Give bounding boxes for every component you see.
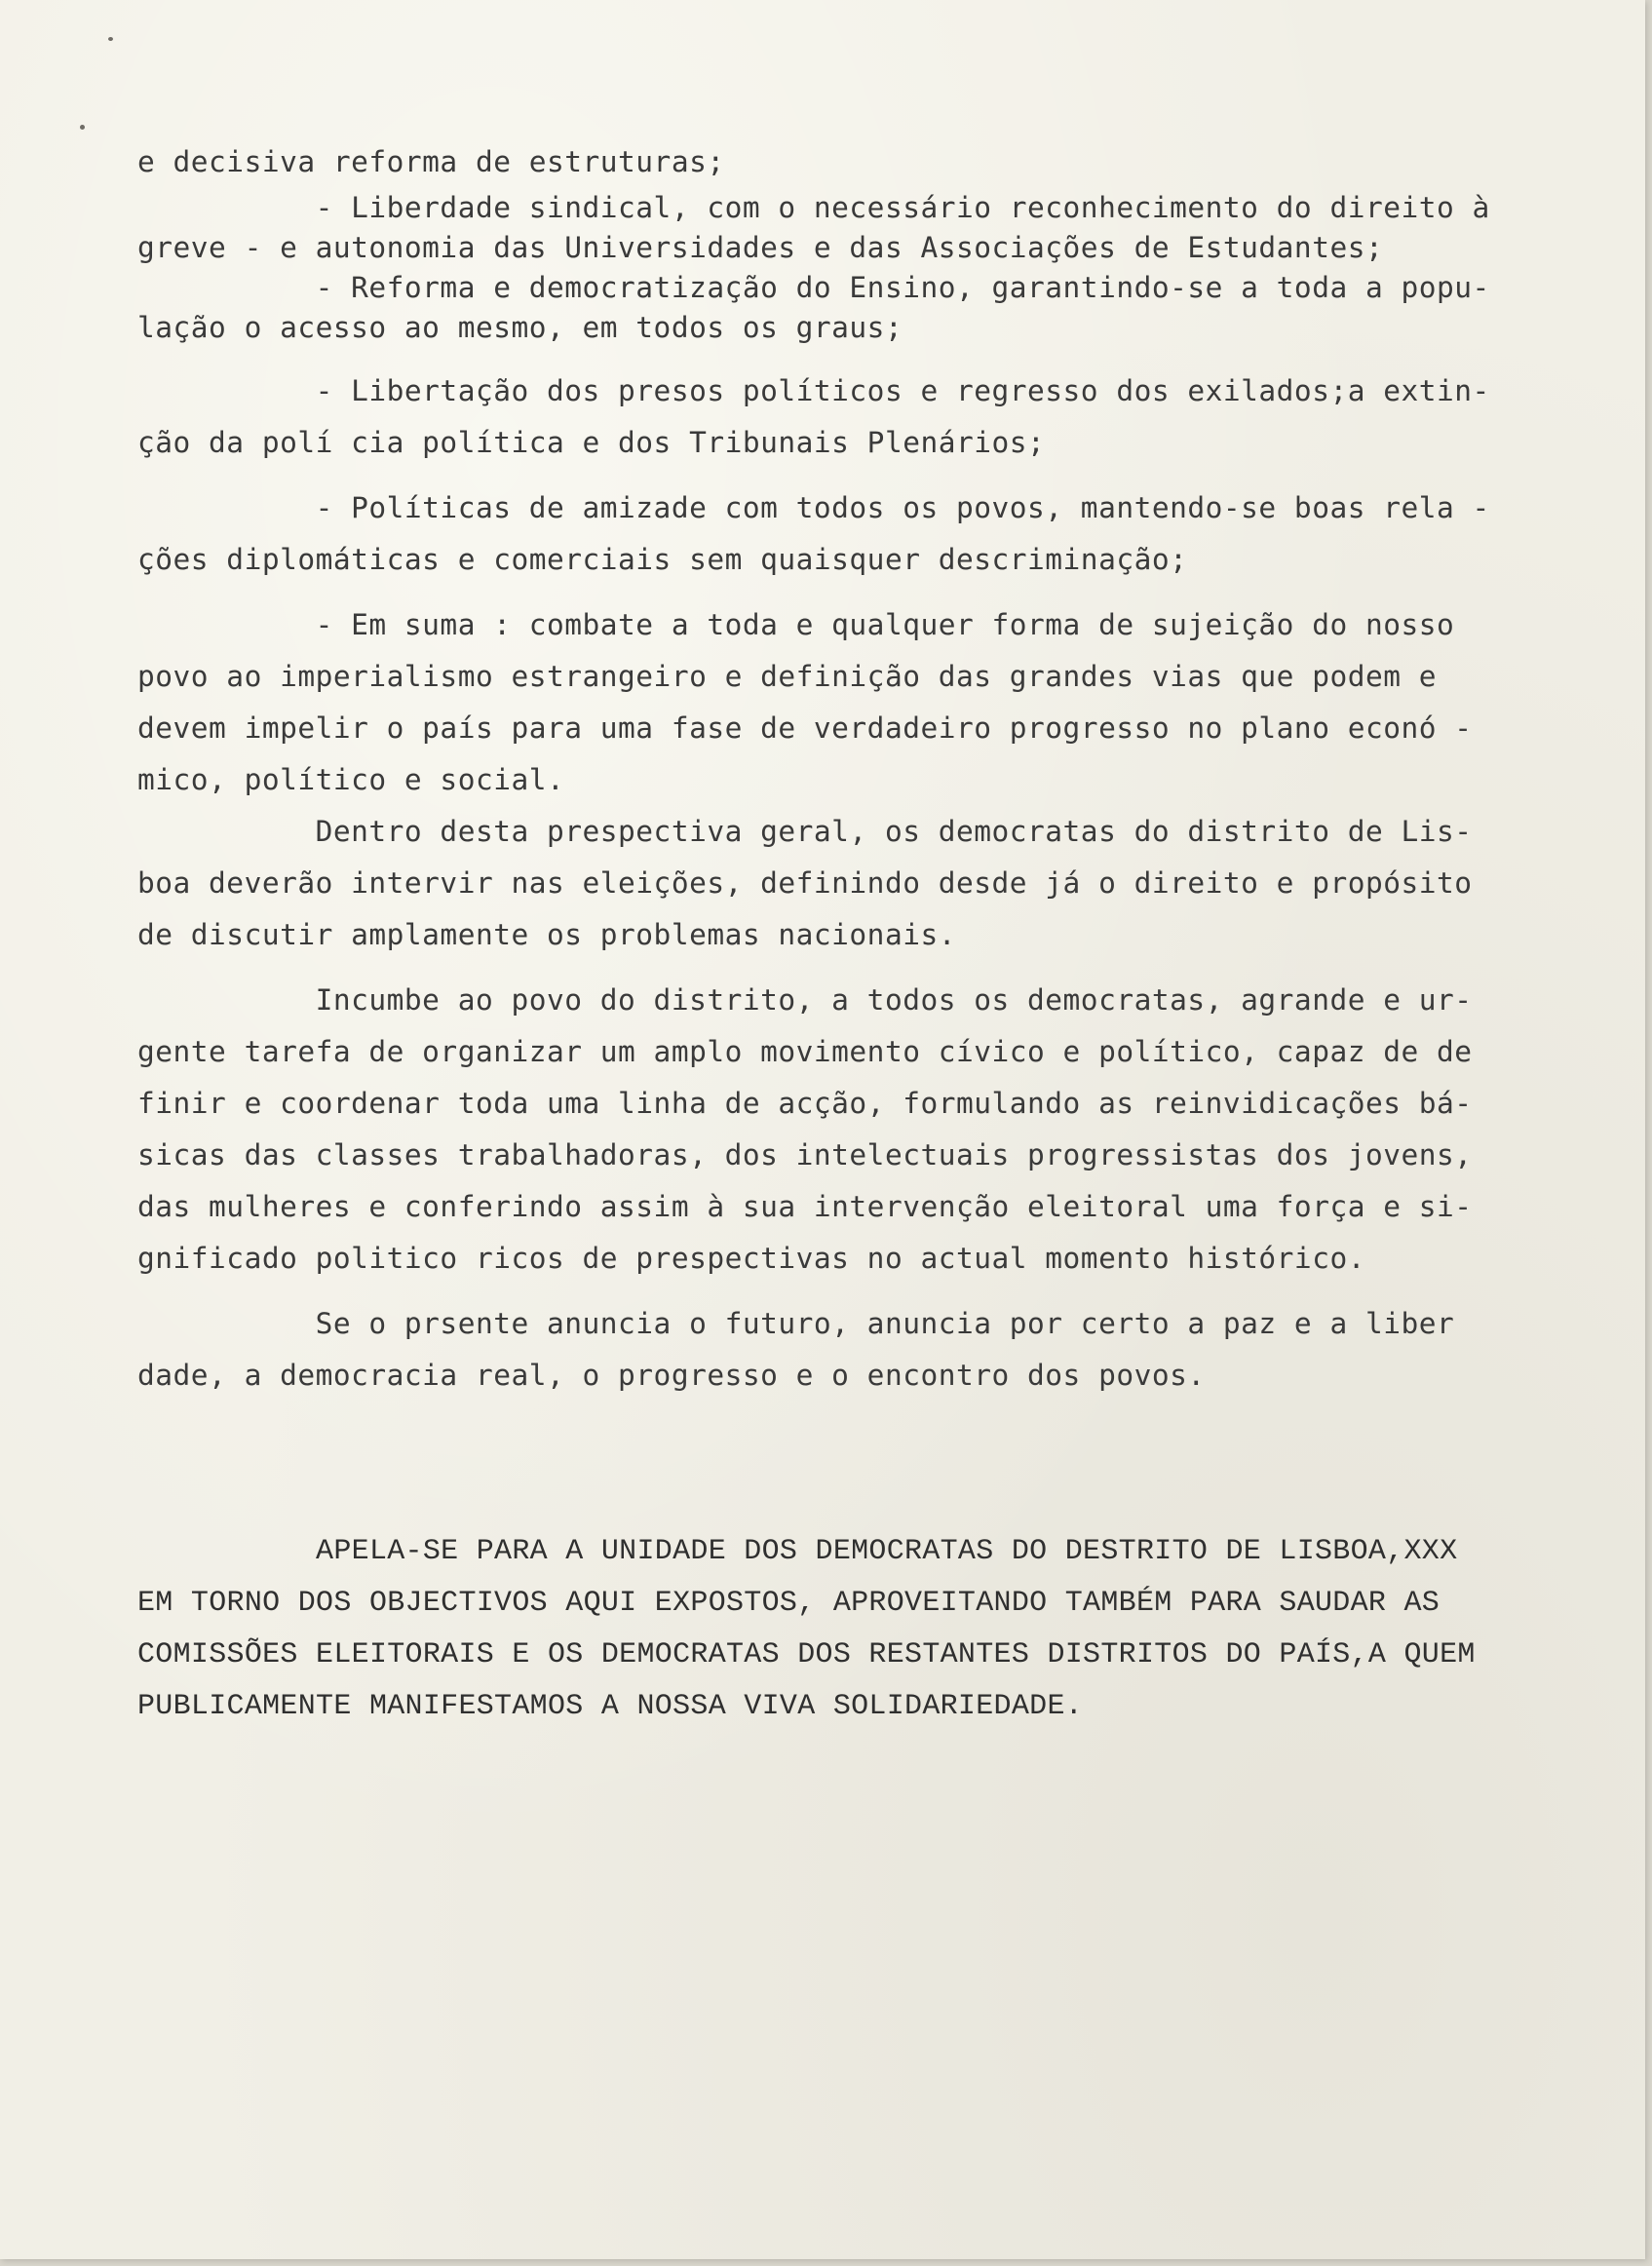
text-line: e decisiva reforma de estruturas; <box>137 145 725 178</box>
text-line: gnificado politico ricos de prespectivas no actual momento histórico. <box>137 1242 1365 1275</box>
text-line: - Em suma : combate a toda e qualquer forma de sujeição do nosso <box>137 608 1455 641</box>
text-line: povo ao imperialismo estrangeiro e definição das grandes vias que podem e <box>137 660 1438 693</box>
spacer <box>137 1464 1580 1526</box>
appeal-line: PUBLICAMENTE MANIFESTAMOS A NOSSA VIVA SOLIDARIEDADE. <box>137 1690 1084 1723</box>
paragraph-summary-and-perspective <box>137 599 1580 961</box>
text-line: gente tarefa de organizar um amplo movimento cívico e político, capaz de de <box>137 1035 1473 1068</box>
paragraph-political-prisoners <box>137 365 1580 469</box>
paragraph-reforms <box>137 136 1580 348</box>
spacer <box>137 1285 1580 1298</box>
text-line: das mulheres e conferindo assim à sua intervenção eleitoral uma força e si- <box>137 1190 1473 1223</box>
text-line: dade, a democracia real, o progresso e o encontro dos povos. <box>137 1359 1206 1392</box>
text-line: greve - e autonomia das Universidades e das Associações de Estudantes; <box>137 231 1384 264</box>
spacer <box>137 469 1580 482</box>
text-line: Incumbe ao povo do distrito, a todos os democratas, agrande e ur- <box>137 983 1473 1017</box>
text-line: Se o prsente anuncia o futuro, anuncia por certo a paz e a liber <box>137 1307 1455 1340</box>
appeal-line: APELA-SE PARA A UNIDADE DOS DEMOCRATAS DO DESTRITO DE LISBOA,XXX <box>137 1535 1458 1568</box>
ink-speck <box>80 125 85 130</box>
paragraph-foreign-policy <box>137 482 1580 586</box>
text-line: Dentro desta prespectiva geral, os democratas do distrito de Lis- <box>137 815 1473 848</box>
text-line: lação o acesso ao mesmo, em todos os graus; <box>137 311 903 344</box>
text-line: de discutir amplamente os problemas nacionais. <box>137 918 956 951</box>
text-line: - Libertação dos presos políticos e regresso dos exilados;a extin- <box>137 374 1490 407</box>
text-line: - Políticas de amizade com todos os povos, mantendo-se boas rela - <box>137 491 1490 524</box>
appeal-paragraph <box>137 1526 1580 1733</box>
appeal-line: EM TORNO DOS OBJECTIVOS AQUI EXPOSTOS, APROVEITANDO TAMBÉM PARA SAUDAR AS <box>137 1587 1441 1620</box>
text-line: mico, político e social. <box>137 763 565 796</box>
text-line: ção da polí cia política e dos Tribunais Plenários; <box>137 426 1046 459</box>
paragraph-civic-movement <box>137 975 1580 1285</box>
appeal-line: COMISSÕES ELEITORAIS E OS DEMOCRATAS DOS RESTANTES DISTRITOS DO PAÍS,A QUEM <box>137 1638 1476 1671</box>
text-line: - Liberdade sindical, com o necessário reconhecimento do direito à <box>137 191 1490 224</box>
paragraph-future <box>137 1298 1580 1402</box>
text-line: boa deverão intervir nas eleições, definindo desde já o direito e propósito <box>137 866 1473 900</box>
spacer <box>137 961 1580 975</box>
ink-speck <box>108 37 113 41</box>
text-line: ções diplomáticas e comerciais sem quaisquer descriminação; <box>137 543 1188 576</box>
spacer <box>137 348 1580 365</box>
text-line: devem impelir o país para uma fase de verdadeiro progresso no plano econó - <box>137 711 1473 745</box>
spacer <box>137 586 1580 599</box>
text-line: sicas das classes trabalhadoras, dos intelectuais progressistas dos jovens, <box>137 1138 1473 1171</box>
text-line: finir e coordenar toda uma linha de acção, formulando as reinvidicações bá- <box>137 1087 1473 1120</box>
text-line: - Reforma e democratização do Ensino, garantindo-se a toda a popu- <box>137 271 1490 304</box>
spacer <box>137 1402 1580 1464</box>
document-body <box>137 136 1580 1733</box>
